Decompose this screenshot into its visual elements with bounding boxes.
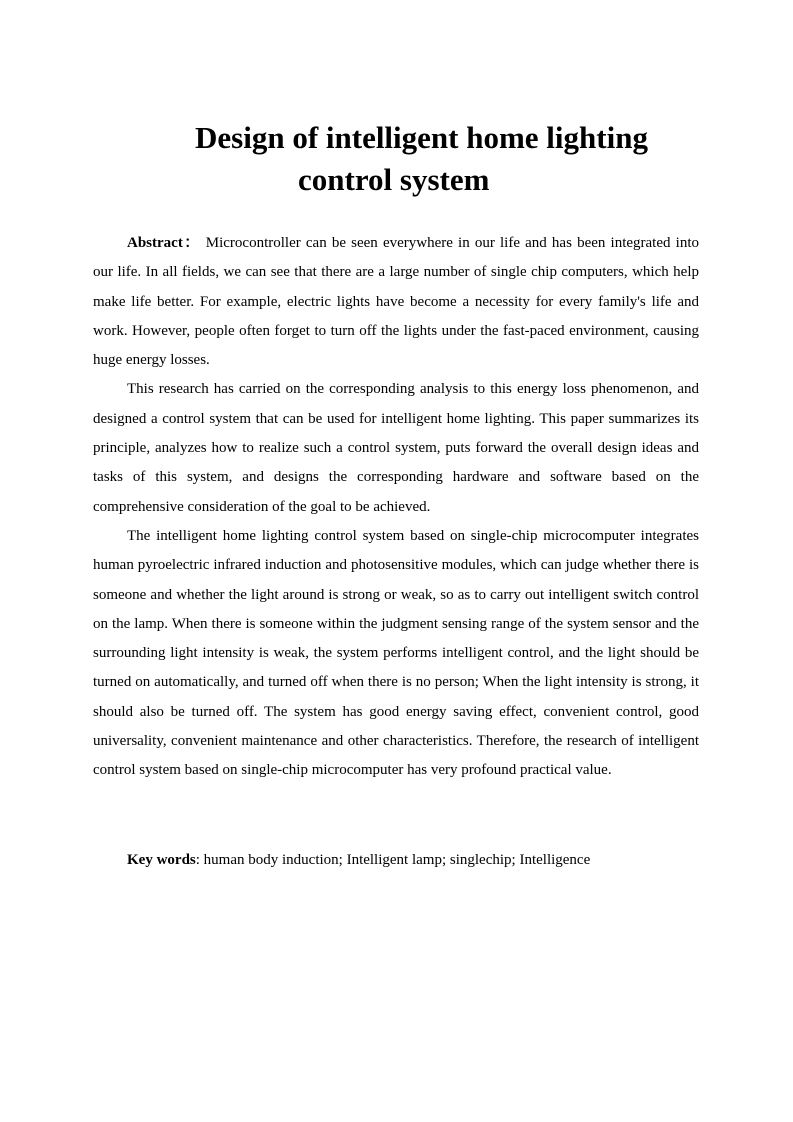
abstract-paragraph-1-text: Microcontroller can be seen everywhere in our life and has been integrated into our life. In all fields, we can see that there are a large number of single chip computers, which help make life better. For example, electric lights have become a necessity for every family's life and work. However, people often forget to turn off the lights under the fast-paced environment, causing huge energy losses. (93, 235, 699, 369)
document-title (90, 117, 700, 201)
abstract-section (93, 229, 699, 786)
keywords-text: : human body induction; Intelligent lamp; singlechip; Intelligence (195, 852, 591, 868)
abstract-paragraph-2: This research has carried on the corresponding analysis to this energy loss phenomenon, and designed a control system that can be used for intelligent home lighting. This paper summarizes its principle, analyzes how to realize such a control system, puts forward the overall design ideas and tasks of this system, and designs the corresponding hardware and software based on the comprehensive consideration of the goal to be achieved. (93, 381, 699, 515)
title-line-1: Design of intelligent home lighting (195, 120, 648, 155)
keywords-line (93, 846, 699, 875)
abstract-paragraph-1 (93, 229, 699, 375)
title-line-2: control system (298, 162, 490, 197)
keywords-label: Key words (127, 852, 196, 868)
abstract-paragraph-3: The intelligent home lighting control system based on single-chip microcomputer integrates human pyroelectric infrared induction and photosensitive modules, which can judge whether there is someone and whether the light around is strong or weak, so as to carry out intelligent switch control on the lamp. When there is someone within the judgment sensing range of the system sensor and the surrounding light intensity is weak, the system performs intelligent control, and the light should be turned on automatically, and turned off when there is no person; When the light intensity is strong, it should also be turned off. The system has good energy saving effect, convenient control, good universality, convenient maintenance and other characteristics. Therefore, the research of intelligent control system based on single-chip microcomputer has very profound practical value. (93, 527, 699, 779)
abstract-label: Abstract： (127, 235, 201, 251)
